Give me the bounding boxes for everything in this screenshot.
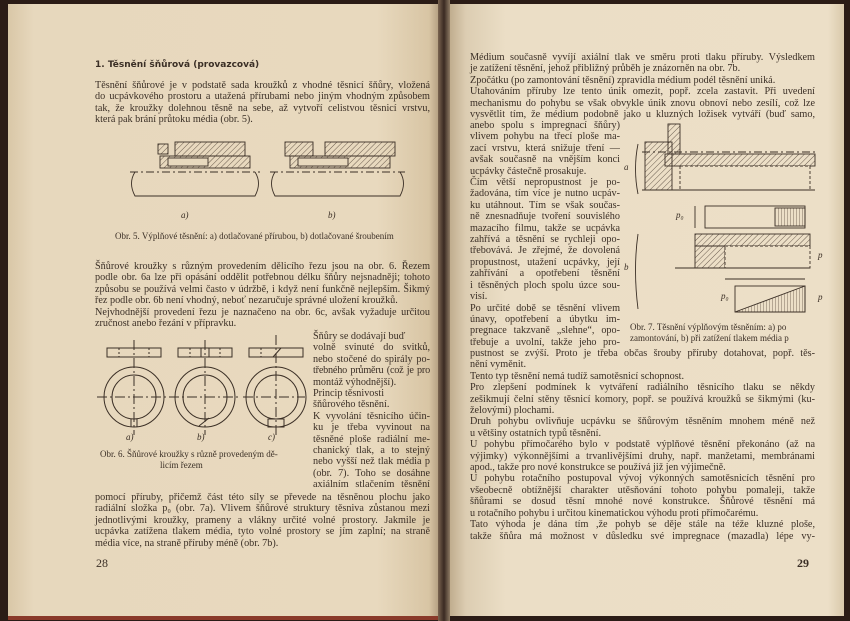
book-gutter — [438, 0, 450, 621]
figure-7-label-a: a — [624, 162, 629, 172]
text-line: všeobecně obtížnější charakter utěsňování tohoto pohybu pomaleji, takže — [470, 484, 815, 496]
figure-5-caption: Obr. 5. Výplňové těsnění: a) dotlačované přírubou, b) dotlačované šroubením — [115, 231, 394, 241]
text-line: do ucpávkového prostoru a utažená přírubami nebo jiným vhodným způsobem — [95, 91, 430, 103]
text-line: vlivem pohybu na třecí ploše ma- — [470, 131, 620, 143]
figure-7-caption-line-1: Obr. 7. Těsnění výplňovým těsněním: a) po — [630, 322, 787, 332]
text-line: propustnost, utažení ucpávky, její — [470, 256, 620, 268]
figure-6-label-b: b) — [197, 432, 205, 442]
text-line: třebovává. Je zřejmé, že dovolená — [470, 245, 620, 257]
figure-7-label-b: b — [624, 262, 629, 272]
text-line: volně svinuté do svitků, — [313, 342, 430, 354]
text-line: anebo spolu s impregnací šňůry) — [470, 120, 620, 131]
text-line: únavy, opotřebení a úbytku im- — [470, 313, 620, 325]
text-line: vysvětlit tím, že médium podobně jako u kluzných ložisek vytváří (buď samo, — [470, 109, 815, 121]
text-line: tak, že kroužky dolehnou těsně na sebe, až vytvoří celistvou těsnicí vrstvu, — [95, 102, 430, 114]
text-line: radiální složka p₀ (obr. 7a). Vlivem šňůrové struktury těsniva zůstanou mezi — [95, 503, 430, 515]
text-line: Nejvhodnější provedení řezu je naznačeno na obr. 6c, avšak vyžaduje určitou — [95, 306, 430, 318]
text-line: Tato výhoda je dána tím ,že pohyb se děje stále na téže kluzné ploše, — [470, 519, 815, 531]
text-line: Druh pohybu ovlivňuje ucpávku se šňůrovým těsněním mnohem méně než — [470, 416, 815, 428]
text-line: apod., takže pro nové konstrukce se používá již jen výjimečně. — [470, 462, 726, 474]
text-line: Po určité době se těsnění vlivem — [470, 302, 620, 314]
text-line: zací vrstvu, která snižuje tření — — [470, 142, 620, 154]
text-line: Těsnění šňůrové je v podstatě sada kroužků z vhodné těsnicí šňůry, vložená — [95, 80, 430, 91]
text-line: Tento typ těsnění nemá tudíž samotěsnicí schopnost. — [470, 370, 685, 382]
section-heading: 1. Těsnění šňůrová (provazcová) — [95, 60, 260, 70]
text-line: šňůrami se dosud těsní mnohé nové konstrukce. Šňůrové těsnění má — [470, 496, 815, 508]
text-line: Utahováním příruby lze tento únik omezit, popř. zcela zastavit. Při uvedení — [470, 86, 815, 98]
paragraph-column — [470, 120, 620, 348]
text-line: (obr. 7). Toho se dosáhne — [313, 467, 430, 479]
text-line: nebo vyšší než tlak média p — [313, 456, 430, 468]
paragraph-2 — [95, 261, 430, 329]
paragraph-1 — [95, 80, 430, 126]
figure-7-label-p0-b: p₀ — [721, 291, 729, 301]
text-line: ucpávka zatížena tlakem média, tyto volné prostory se jím zaplní; na straně — [95, 526, 430, 538]
text-line: zešikmují čelní stěny těsnicí komory, popř. se používá kroužků se šikmými (ku- — [470, 393, 815, 405]
text-line: visí. — [470, 291, 488, 303]
text-line: podle obr. 6a lze při opásání oddělit potřebnou délku šňůry nejsnadněji; tohoto — [95, 272, 430, 284]
text-line: třebuje a uvolní, takže jeho pro- — [470, 336, 620, 348]
text-line: U pohybu rotačního postupoval vývoj výkonných samotěsnicích těsnění pro — [470, 473, 815, 485]
text-line: způsobu se používá velmi často v údržbě, i když není funkčně nejlepším. Šikmý — [95, 283, 430, 295]
text-line: ku je třeba vyvinout na — [313, 422, 430, 434]
text-line: je zatížení těsnění, jehož přibližný průběh je znázorněn na obr. 7b. — [470, 63, 741, 75]
text-line: média více, na straně příruby méně (obr. 7b). — [95, 537, 279, 549]
text-line: která pak brání průtoku média (obr. 5). — [95, 114, 253, 126]
text-line: ucpávky částečně prosakuje. — [470, 165, 587, 177]
text-line: želovými) plochami. — [470, 405, 555, 417]
page-number-left: 28 — [96, 556, 108, 570]
figure-5-label-a: a) — [181, 210, 189, 220]
text-line: axiálním stlačením těsnění — [313, 479, 430, 491]
text-line: Princip těsnivosti — [313, 388, 385, 400]
paragraph-4 — [95, 492, 430, 549]
figure-7-label-p-a: p — [818, 250, 823, 260]
text-line: montáž výhodnější). — [313, 376, 397, 388]
text-line: pregnace takzvaně „slehne“, opo- — [470, 325, 620, 337]
text-line: Zpočátku (po zamontování těsnění) zpravidla médium podél těsnění uniká. — [470, 74, 776, 86]
figure-5 — [120, 138, 410, 218]
text-line: u většiny ostatních typů těsnění. — [470, 427, 602, 439]
text-line: Médium současně vyvíjí axiální tlak ve směru proti tlaku příruby. Výsledkem — [470, 52, 815, 63]
text-line: takže šňůra má možnost v důsledku své impregnace (mazadla) lépe vy- — [470, 530, 815, 542]
text-line: žadována, tím více je nutno ucpáv- — [470, 188, 620, 200]
text-line: U pohybu přímočarého bylo v podstatě výplňové těsnění překonáno (až na — [470, 439, 815, 451]
text-line: Šňůry se dodávají buď — [313, 331, 406, 342]
text-line: i těsněných ploch spolu úzce sou- — [470, 279, 620, 291]
text-line: avšak současně na vnějším konci — [470, 154, 620, 166]
text-line: nebo stočené do spirály po- — [313, 353, 430, 365]
text-line: šňůrového těsnění. — [313, 399, 390, 411]
figure-7-caption-line-2: zamontování, b) při zatížení tlakem média p — [630, 333, 789, 343]
figure-6-caption-line-1: Obr. 6. Šňůrové kroužky s různě provedeným dě- — [100, 449, 278, 459]
figure-6-label-c: c) — [268, 432, 275, 442]
text-line: zručnost anebo řezání v přípravku. — [95, 318, 237, 330]
text-line: ně znesnadňuje tvoření souvislého — [470, 211, 620, 223]
paragraph-bottom — [470, 348, 815, 542]
text-line: výjimky) výkonnějšími a trvanlivějšími druhy, např. manžetami, membránami — [470, 450, 815, 462]
text-line: jednotlivými kroužky, prameny a vlákny určité volné prostory. Jakmile je — [95, 514, 430, 526]
text-line: Pro zlepšení podmínek k vytváření radiálního těsnicího tlaku se někdy — [470, 382, 815, 394]
page-number-right: 29 — [797, 556, 809, 570]
figure-6 — [95, 335, 307, 440]
text-line: mechanismu do pohybu se však obvykle únik znovu obnoví nebo zesílí, což lze — [470, 97, 815, 109]
text-line: Čím větší nepropustnost je po- — [470, 177, 620, 189]
text-line: chanický tlak, a to stejný — [313, 445, 430, 457]
text-line: zahřívá a těsnění se rychleji opo- — [470, 234, 620, 246]
figure-7-label-p0-a: p₀ — [676, 210, 684, 220]
text-line: u rotačního pohybu i určitou kinematickou výhodu proti přímočarému. — [470, 507, 759, 519]
text-line: pomocí příruby, přičemž část této síly se převede na těsněnou plochu jako — [95, 492, 430, 503]
paragraph-top — [470, 52, 815, 120]
figure-5-label-b: b) — [328, 210, 336, 220]
figure-6-label-a: a) — [126, 432, 134, 442]
text-line: těsněné ploše radiální me- — [313, 433, 430, 445]
text-line: řez podle obr. 6b není vhodný, neboť nezaručuje správné uložení kroužků. — [95, 295, 398, 307]
text-line: nění vyměnit. — [470, 359, 527, 371]
text-line: ku utáhnout. Tím se však součas- — [470, 199, 620, 211]
text-line: mazacího filmu, takže se ucpávka — [470, 222, 620, 234]
text-line: pustnost se zvýší. Proto je třeba občas šrouby příruby dotahovat, popř. těs- — [470, 348, 815, 359]
text-line: zahřívání a opotřebení těsnění — [470, 268, 620, 280]
figure-7-label-p-b: p — [818, 292, 823, 302]
figure-6-caption-line-2: licím řezem — [160, 460, 203, 470]
text-line: K vyvolání těsnicího účin- — [313, 410, 430, 422]
text-line: třebného průměru (což je pro — [313, 365, 430, 377]
paragraph-3-column — [313, 331, 430, 491]
text-line: Šňůrové kroužky s různým provedením dělicího řezu jsou na obr. 6. Řezem — [95, 261, 430, 272]
